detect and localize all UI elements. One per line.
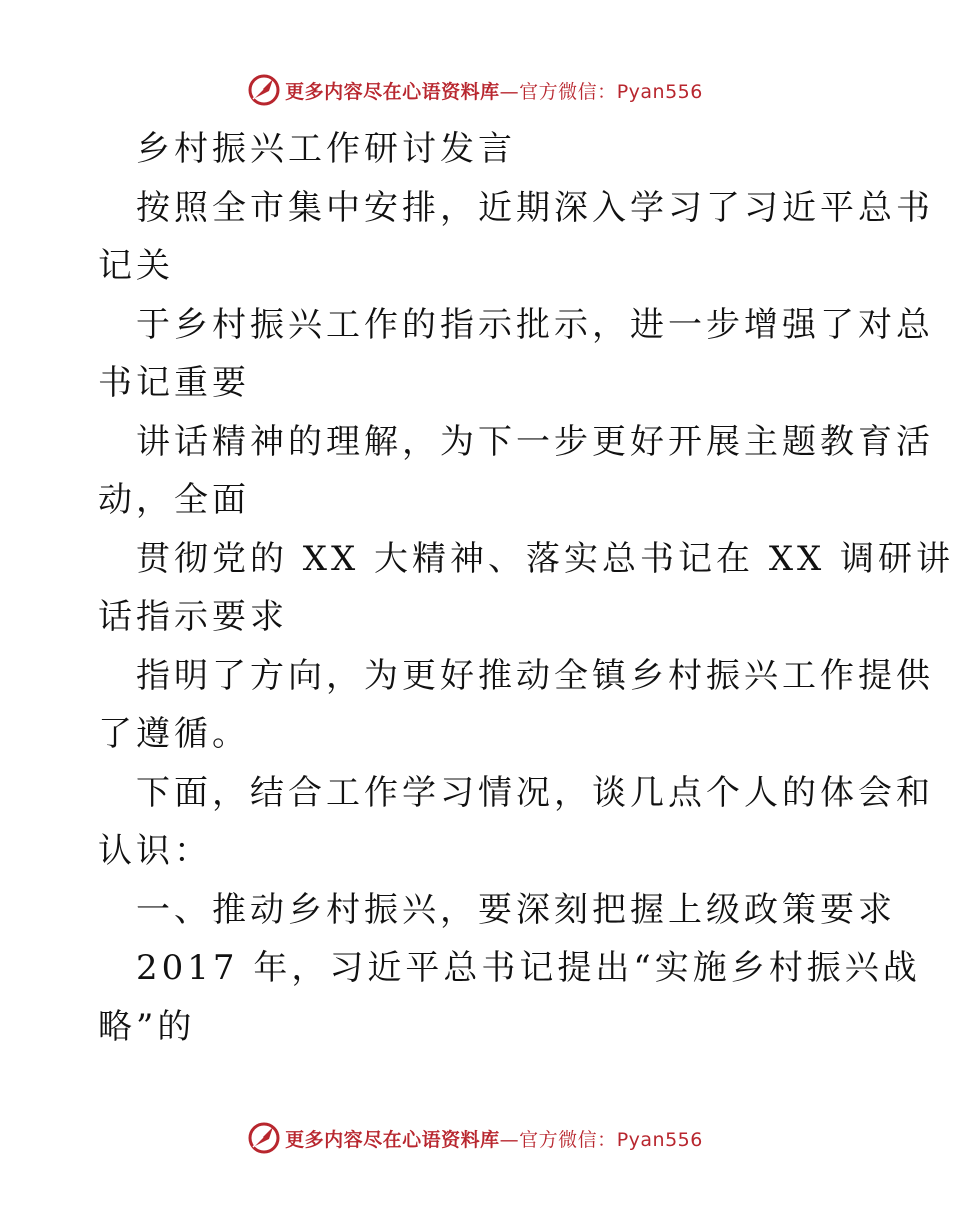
section-heading: 一、推动乡村振兴，要深刻把握上级政策要求 <box>136 889 896 930</box>
footer-watermark <box>0 1118 950 1158</box>
watermark-official-label: 官方微信： <box>519 1128 617 1151</box>
watermark-text <box>285 1125 703 1152</box>
doc-line: 按照全市集中安排，近期深入学习了习近平总书 <box>136 187 934 228</box>
watermark-separator: — <box>499 1128 520 1151</box>
doc-line: 2017 年，习近平总书记提出“实施乡村振兴战 <box>136 948 921 988</box>
watermark-brand: 更多内容尽在心语资料库 <box>285 80 500 103</box>
doc-line: 讲话精神的理解，为下一步更好开展主题教育活 <box>136 421 934 462</box>
watermark-separator: — <box>499 80 520 103</box>
doc-line: 于乡村振兴工作的指示批示，进一步增强了对总 <box>136 304 934 345</box>
doc-line: 书记重要 <box>98 363 250 403</box>
doc-line: 认识： <box>98 831 212 871</box>
doc-line: 动，全面 <box>98 480 250 520</box>
header-watermark <box>0 70 950 110</box>
watermark-text <box>285 77 703 104</box>
doc-line: 贯彻党的 XX 大精神、落实总书记在 XX 调研讲 <box>136 538 954 579</box>
doc-line: 略”的 <box>98 1006 196 1047</box>
quill-logo-icon <box>247 1121 281 1155</box>
doc-line: 下面，结合工作学习情况，谈几点个人的体会和 <box>136 772 934 813</box>
doc-title: 乡村振兴工作研讨发言 <box>136 129 516 169</box>
watermark-wechat-id: Pyan556 <box>616 80 703 103</box>
watermark-official-label: 官方微信： <box>519 80 617 103</box>
doc-line: 了遵循。 <box>98 714 250 754</box>
quill-logo-icon <box>247 73 281 107</box>
doc-line: 记关 <box>98 246 174 286</box>
document-body <box>98 120 954 1056</box>
watermark-wechat-id: Pyan556 <box>616 1128 703 1151</box>
doc-line: 指明了方向，为更好推动全镇乡村振兴工作提供 <box>136 655 934 696</box>
doc-line: 话指示要求 <box>98 597 288 637</box>
watermark-brand: 更多内容尽在心语资料库 <box>285 1128 500 1151</box>
